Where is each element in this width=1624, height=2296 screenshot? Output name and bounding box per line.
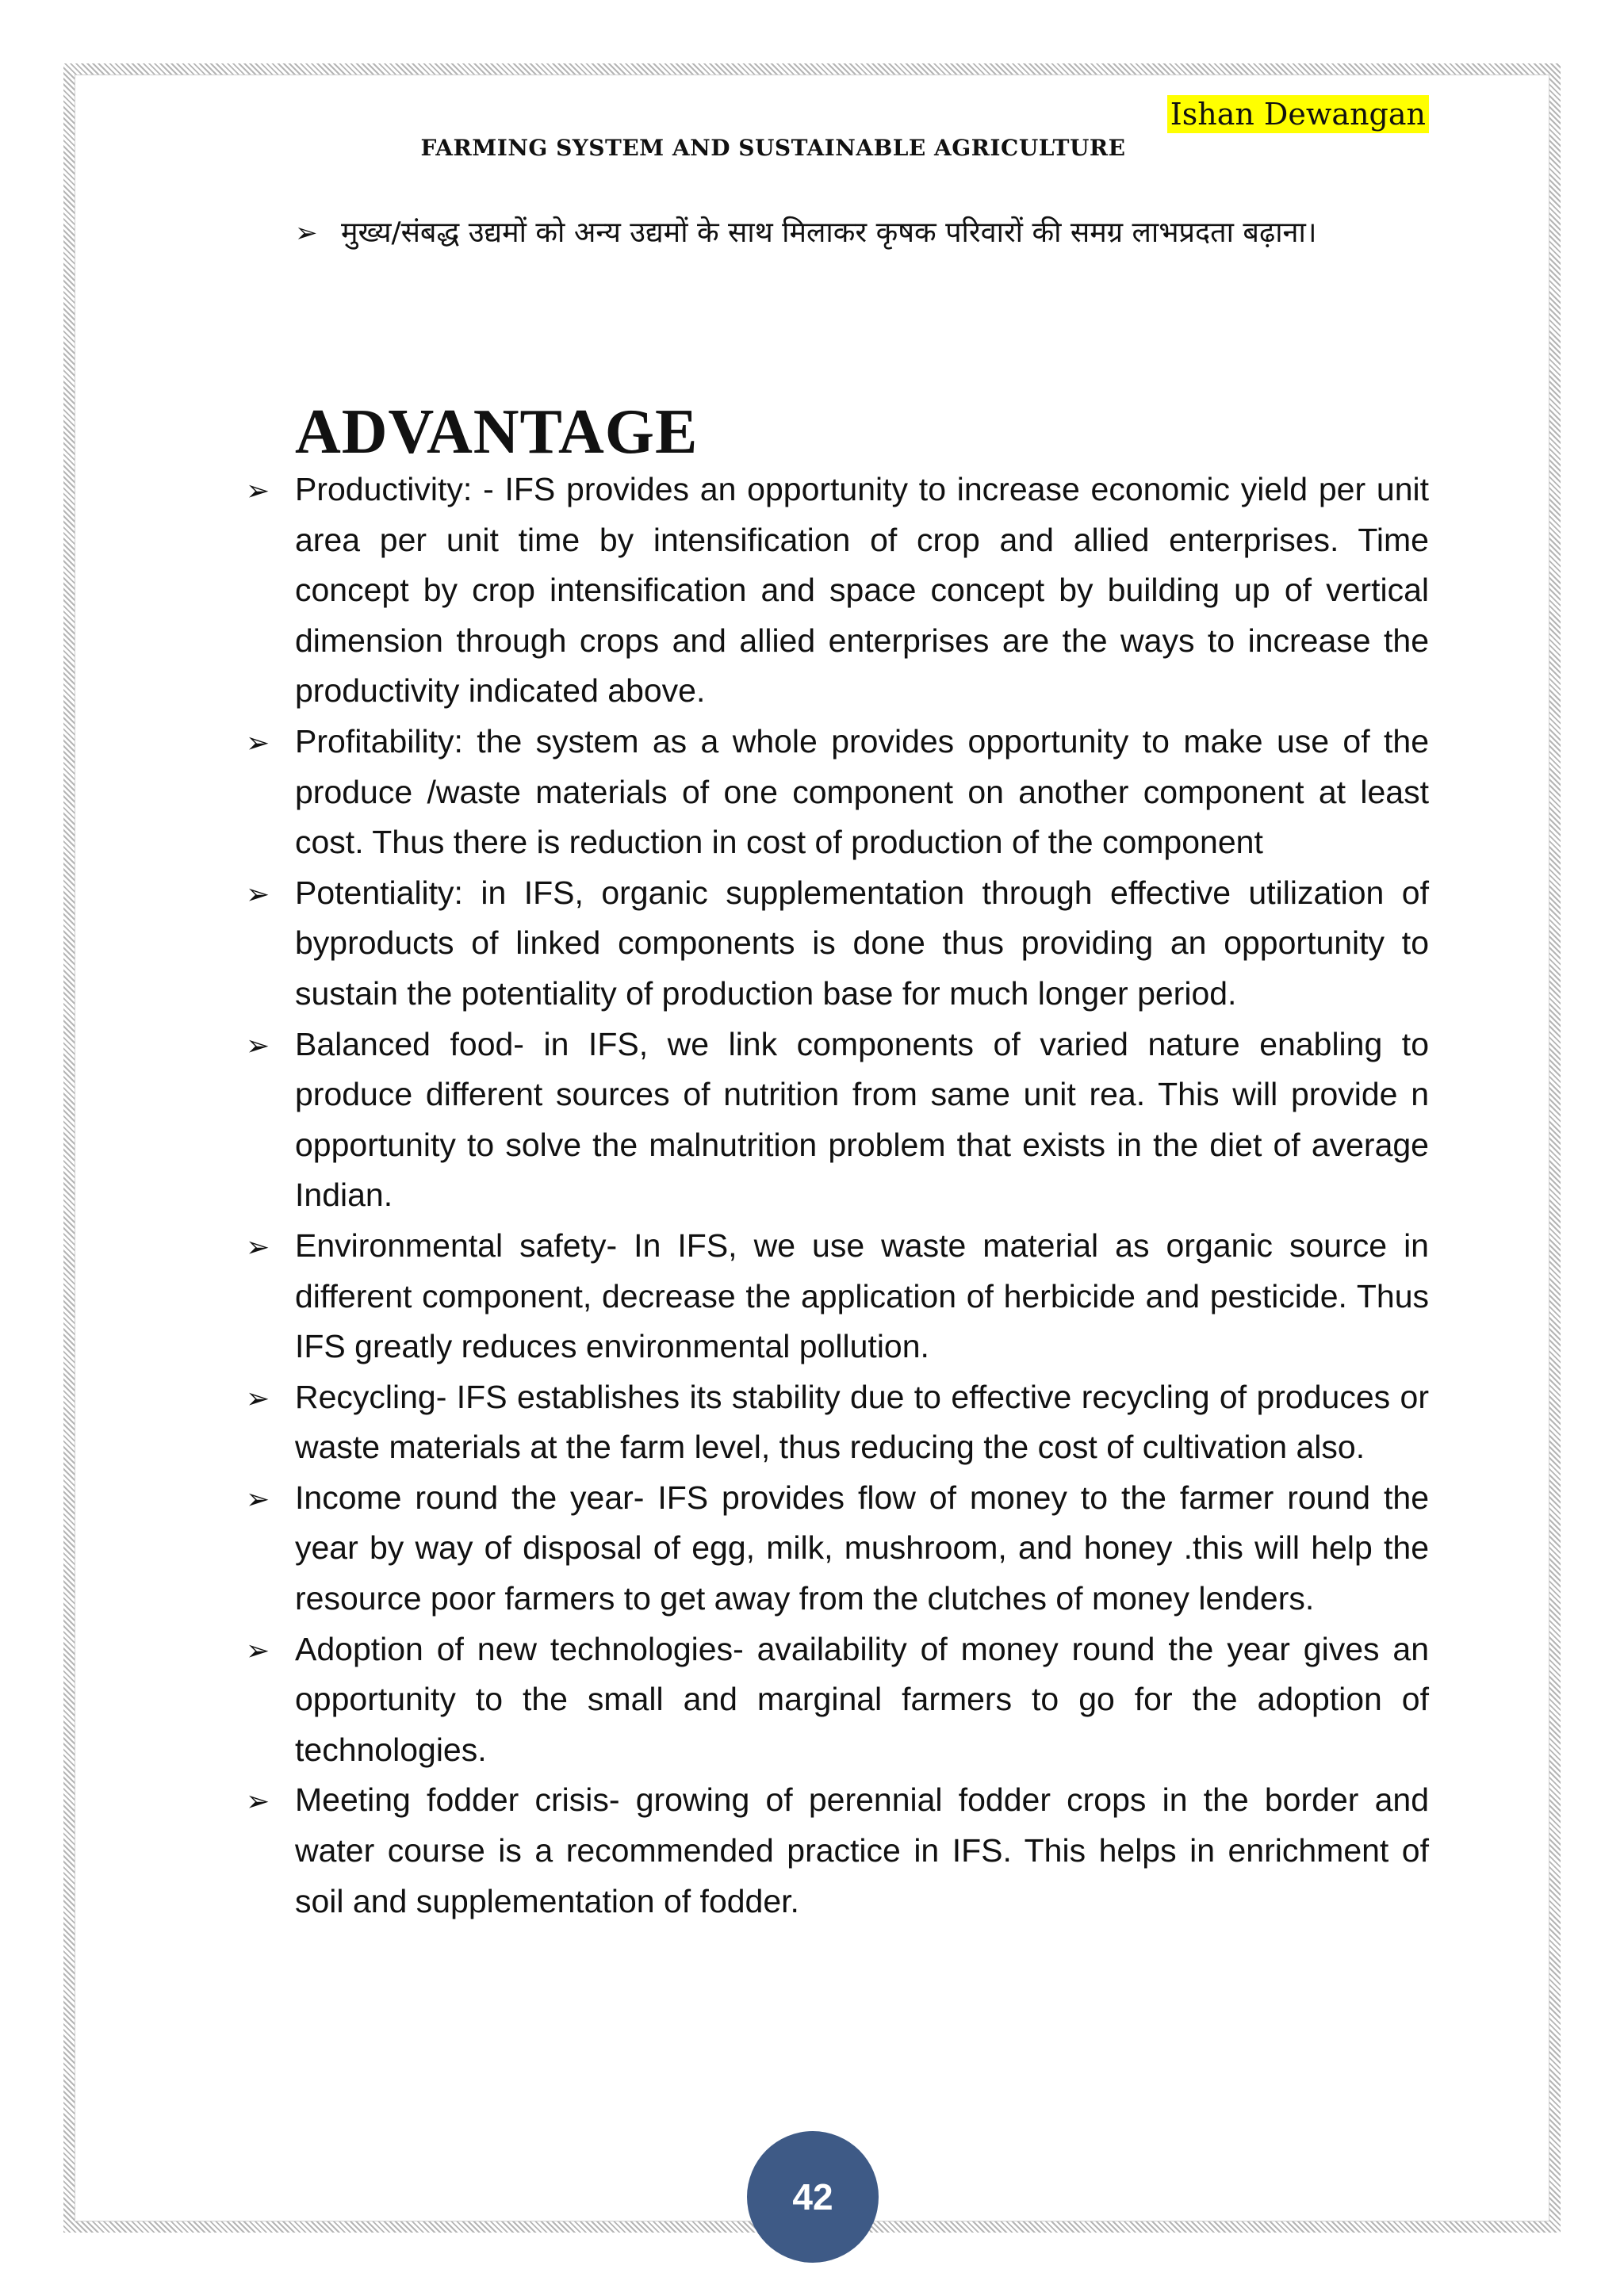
- list-item: [246, 1624, 1429, 1776]
- list-item: [246, 717, 1429, 868]
- advantage-list: [246, 465, 1429, 1927]
- list-item-text: Balanced food- in IFS, we link components of varied nature enabling to produce different sources of nutrition from same unit rea. This will provide n opportunity to solve the malnutrition problem that exists in the diet of average Indian.: [295, 1025, 1429, 1214]
- list-item-text: Income round the year- IFS provides flow of money to the farmer round the year by way of disposal of egg, milk, mushroom, and honey .this will help the resource poor farmers to get away from the clutches of money lenders.: [295, 1479, 1429, 1617]
- running-title: FARMING SYSTEM AND SUSTAINABLE AGRICULTURE: [420, 135, 1126, 161]
- list-item: [246, 465, 1429, 717]
- arrow-bullet-icon: ➢: [246, 1483, 270, 1516]
- list-item: [246, 1020, 1429, 1221]
- list-item-text: Potentiality: in IFS, organic supplementation through effective utilization of byproducts of linked components is done thus providing an opportunity to sustain the potentiality of production base for much longer period.: [295, 874, 1429, 1012]
- list-item: [246, 868, 1429, 1020]
- arrow-bullet-icon: ➢: [246, 1634, 270, 1667]
- hindi-paragraph: [295, 208, 1429, 258]
- arrow-bullet-icon: ➢: [246, 475, 270, 507]
- list-item: [246, 1372, 1429, 1473]
- list-item-text: Productivity: - IFS provides an opportunity to increase economic yield per unit area per unit time by intensification of crop and allied enterprises. Time concept by crop intensification and space concept by building up of vertical dimension through crops and allied enterprises are the ways to increase the productivity indicated above.: [295, 471, 1429, 710]
- list-item-text: Profitability: the system as a whole provides opportunity to make use of the produce /waste materials of one component on another component at least cost. Thus there is reduction in cost of production of the component: [295, 722, 1429, 861]
- author-name: Ishan Dewangan: [1167, 95, 1429, 133]
- list-item-text: Meeting fodder crisis- growing of perennial fodder crops in the border and water course is a recommended practice in IFS. This helps in enrichment of soil and supplementation of fodder.: [295, 1781, 1429, 1919]
- list-item-text: Environmental safety- In IFS, we use waste material as organic source in different component, decrease the application of herbicide and pesticide. Thus IFS greatly reduces environmental pollution.: [295, 1226, 1429, 1365]
- list-item: [295, 208, 1429, 258]
- list-item-text: Recycling- IFS establishes its stability due to effective recycling of produces or waste materials at the farm level, thus reducing the cost of cultivation also.: [295, 1378, 1429, 1466]
- arrow-bullet-icon: ➢: [246, 1382, 270, 1415]
- page-number: 42: [747, 2131, 879, 2263]
- arrow-bullet-icon: ➢: [246, 1029, 270, 1062]
- list-item-text: Adoption of new technologies- availability of money round the year gives an opportunity to the small and marginal farmers to go for the adoption of technologies.: [295, 1630, 1429, 1768]
- arrow-bullet-icon: ➢: [295, 217, 318, 249]
- arrow-bullet-icon: ➢: [246, 1785, 270, 1819]
- list-item-text: मुख्य/संबद्ध उद्यमों को अन्य उद्यमों के साथ मिलाकर कृषक परिवारों की समग्र लाभप्रदता बढ़ाना।: [341, 216, 1317, 249]
- list-item: [246, 1473, 1429, 1624]
- arrow-bullet-icon: ➢: [246, 1230, 270, 1264]
- arrow-bullet-icon: ➢: [246, 726, 270, 760]
- list-item: [246, 1775, 1429, 1927]
- arrow-bullet-icon: ➢: [246, 878, 270, 911]
- list-item: [246, 1221, 1429, 1372]
- section-heading: ADVANTAGE: [295, 397, 699, 467]
